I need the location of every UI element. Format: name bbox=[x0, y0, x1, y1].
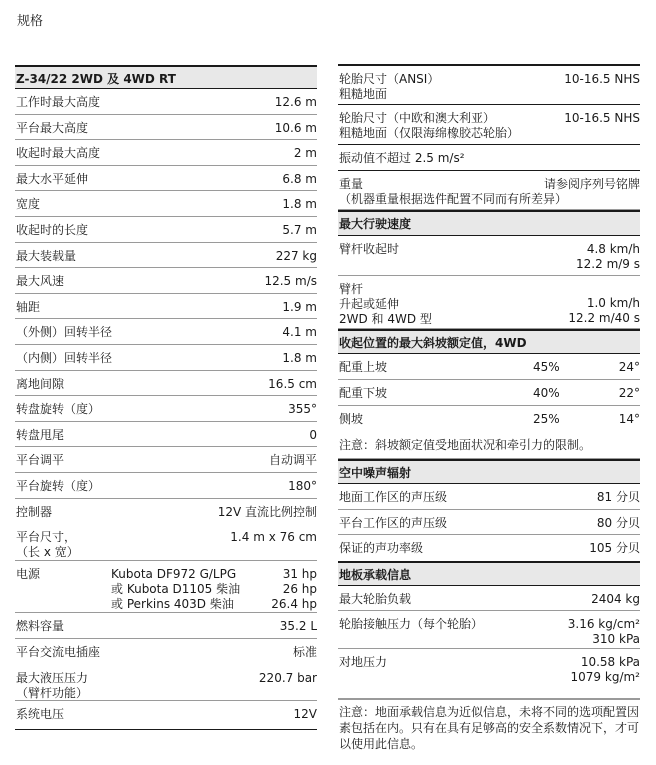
spec-row bbox=[15, 499, 317, 525]
engine-options: Kubota DF972 G/LPG 或 Kubota D1105 柴油 或 Perkins 403D 柴油 bbox=[111, 567, 241, 612]
speed-stowed-value: 4.8 km/h 12.2 m/9 s bbox=[576, 242, 640, 271]
power-source-label: 电源 bbox=[16, 567, 41, 582]
tire-load-value: 2404 kg bbox=[591, 591, 640, 606]
spec-row bbox=[338, 535, 640, 561]
spec-label: 平台工作区的声压级 bbox=[339, 515, 448, 530]
noise-header bbox=[338, 459, 640, 484]
slope-degrees: 24° bbox=[618, 360, 640, 374]
spec-label: 轴距 bbox=[16, 299, 41, 314]
page-title: 规格 bbox=[17, 14, 44, 29]
spec-value: 35.2 L bbox=[279, 619, 317, 634]
spec-row bbox=[15, 639, 317, 665]
spec-label: 配重上坡 bbox=[339, 360, 388, 374]
spec-value: 16.5 cm bbox=[268, 376, 317, 391]
spec-label: 平台交流电插座 bbox=[16, 645, 101, 660]
slope-percent: 40% bbox=[533, 386, 560, 400]
spec-row bbox=[15, 217, 317, 243]
tire-ansi-label: 轮胎尺寸（ANSI） 粗糙地面 bbox=[339, 72, 440, 101]
floor-header bbox=[338, 561, 640, 586]
vibration-row bbox=[338, 145, 640, 171]
platform-size-row bbox=[15, 524, 317, 561]
floor-note: 注意：地面承载信息为近似信息，未将不同的选项配置因 素包括在内。只有在具有足够高的安全系数情况下，才可 以使用此信息。 bbox=[339, 704, 640, 751]
tire-contact-row bbox=[338, 611, 640, 649]
slope-degrees: 22° bbox=[618, 386, 640, 400]
spec-label: 平台旋转（度） bbox=[16, 478, 101, 493]
slope-header bbox=[338, 329, 640, 354]
spec-row bbox=[15, 89, 317, 115]
spec-row bbox=[338, 380, 640, 406]
occupied-pressure-row bbox=[338, 649, 640, 699]
tire-contact-value-kpa: 310 kPa bbox=[592, 631, 640, 646]
spec-label: 离地间隙 bbox=[16, 376, 65, 391]
spec-row bbox=[338, 354, 640, 380]
spec-value: 5.7 m bbox=[282, 222, 317, 237]
speed-raised-label: 臂杆 升起或延伸 2WD 和 4WD 型 bbox=[339, 282, 432, 326]
spec-row bbox=[15, 473, 317, 499]
spec-row bbox=[338, 484, 640, 510]
spec-value: 12.6 m bbox=[274, 95, 317, 109]
spec-value: 12V 直流比例控制 bbox=[217, 504, 317, 519]
power-source-row bbox=[15, 561, 317, 613]
spec-row bbox=[15, 191, 317, 217]
speed-raised-value: 1.0 km/h 12.2 m/40 s bbox=[568, 296, 640, 325]
floor-note-row bbox=[338, 699, 640, 755]
speed-stowed-row bbox=[338, 236, 640, 276]
tire-eu-label: 轮胎尺寸（中欧和澳大利亚） 粗糙地面（仅限海绵橡胶芯轮胎） bbox=[339, 111, 520, 140]
occupied-pressure-kpa: 10.58 kPa bbox=[580, 654, 640, 669]
spec-value: 1.8 m bbox=[282, 197, 317, 212]
hydraulic-pressure-label: 最大液压压力 （臂杆功能） bbox=[16, 671, 89, 701]
spec-row bbox=[15, 345, 317, 371]
spec-value: 4.1 m bbox=[282, 325, 317, 340]
spec-value: 12.5 m/s bbox=[264, 274, 317, 289]
spec-row bbox=[15, 115, 317, 141]
spec-row bbox=[15, 396, 317, 422]
spec-value: 10.6 m bbox=[274, 120, 317, 135]
speed-raised-row bbox=[338, 276, 640, 329]
spec-value: 0 bbox=[309, 427, 317, 442]
spec-label: 控制器 bbox=[16, 504, 53, 519]
spec-label: 地面工作区的声压级 bbox=[339, 490, 448, 504]
slope-header-label: 收起位置的最大斜坡额定值，4WD bbox=[339, 336, 527, 350]
spec-row bbox=[15, 294, 317, 320]
spec-label: 平台最大高度 bbox=[16, 120, 89, 135]
spec-label: 最大装载量 bbox=[16, 248, 77, 263]
spec-label: 收起时最大高度 bbox=[16, 146, 101, 161]
spec-row bbox=[15, 319, 317, 345]
spec-value: 180° bbox=[288, 478, 317, 493]
spec-row bbox=[15, 268, 317, 294]
platform-size-value: 1.4 m x 76 cm bbox=[230, 530, 317, 545]
spec-value: 6.8 m bbox=[282, 171, 317, 186]
spec-label: 平台调平 bbox=[16, 453, 65, 468]
tire-eu-value: 10-16.5 NHS bbox=[564, 111, 640, 125]
spec-value: 1.9 m bbox=[282, 299, 317, 314]
tire-load-label: 最大轮胎负载 bbox=[339, 591, 412, 606]
spec-label: 配重下坡 bbox=[339, 386, 388, 400]
tire-ansi-row bbox=[338, 64, 640, 105]
tire-eu-row bbox=[338, 105, 640, 145]
spec-value: 227 kg bbox=[275, 248, 317, 263]
spec-label: 宽度 bbox=[16, 197, 41, 212]
spec-row bbox=[15, 422, 317, 448]
slope-percent: 25% bbox=[533, 412, 560, 426]
spec-value: 81 分贝 bbox=[596, 490, 640, 504]
left-spec-column bbox=[15, 65, 317, 730]
spec-row bbox=[15, 243, 317, 269]
floor-header-label: 地板承载信息 bbox=[339, 567, 412, 582]
system-voltage-label: 系统电压 bbox=[16, 707, 65, 722]
slope-degrees: 14° bbox=[618, 412, 640, 426]
spec-label: 侧坡 bbox=[339, 412, 364, 426]
system-voltage-row bbox=[15, 701, 317, 729]
spec-label: 最大水平延伸 bbox=[16, 171, 89, 186]
speed-stowed-label: 臂杆收起时 bbox=[339, 242, 400, 256]
occupied-pressure-label: 对地压力 bbox=[339, 654, 388, 669]
slope-note: 注意：斜坡额定值受地面状况和牵引力的限制。 bbox=[339, 438, 592, 452]
spec-value: 标准 bbox=[292, 645, 317, 660]
spec-value: 355° bbox=[288, 402, 317, 417]
spec-label: 保证的声功率级 bbox=[339, 541, 424, 555]
spec-row bbox=[15, 613, 317, 639]
vibration-label: 振动值不超过 2.5 m/s² bbox=[339, 151, 465, 165]
platform-size-label: 平台尺寸， （长 x 宽） bbox=[16, 530, 79, 560]
weight-row bbox=[338, 171, 640, 210]
speed-header-label: 最大行驶速度 bbox=[339, 217, 412, 231]
spec-value: 1.8 m bbox=[282, 350, 317, 365]
spec-label: 最大风速 bbox=[16, 274, 65, 289]
spec-label: 收起时的长度 bbox=[16, 222, 89, 237]
spec-row bbox=[15, 166, 317, 192]
spec-row bbox=[338, 510, 640, 536]
model-title-row bbox=[15, 65, 317, 89]
tire-load-row bbox=[338, 586, 640, 611]
spec-row bbox=[15, 371, 317, 397]
spec-label: 工作时最大高度 bbox=[16, 95, 101, 109]
weight-label: 重量 （机器重量根据选件配置不同而有所差异） bbox=[339, 177, 568, 206]
model-title: Z-34/22 2WD 及 4WD RT bbox=[16, 72, 176, 86]
slope-note-row bbox=[338, 432, 640, 459]
tire-ansi-value: 10-16.5 NHS bbox=[564, 72, 640, 86]
occupied-pressure-kgm: 1079 kg/m² bbox=[570, 669, 640, 684]
spec-value: 2 m bbox=[293, 146, 317, 161]
hydraulic-pressure-row bbox=[15, 665, 317, 701]
spec-label: （内侧）回转半径 bbox=[16, 350, 113, 365]
tire-contact-value-kgcm: 3.16 kg/cm² bbox=[567, 616, 640, 631]
spec-value: 80 分贝 bbox=[596, 515, 640, 530]
system-voltage-value: 12V bbox=[293, 707, 317, 722]
weight-value: 请参阅序列号铭牌 bbox=[543, 177, 640, 191]
spec-value: 自动调平 bbox=[268, 453, 317, 468]
hydraulic-pressure-value: 220.7 bar bbox=[258, 671, 317, 686]
spec-label: 燃料容量 bbox=[16, 619, 65, 634]
spec-row bbox=[338, 406, 640, 432]
tire-contact-value bbox=[568, 617, 640, 647]
spec-row bbox=[15, 140, 317, 166]
slope-percent: 45% bbox=[533, 360, 560, 374]
spec-label: （外侧）回转半径 bbox=[16, 325, 113, 340]
tire-contact-label: 轮胎接触压力（每个轮胎） bbox=[339, 616, 484, 631]
spec-row bbox=[15, 447, 317, 473]
noise-header-label: 空中噪声辐射 bbox=[339, 466, 412, 480]
engine-power-values: 31 hp 26 hp 26.4 hp bbox=[271, 567, 317, 612]
spec-value: 105 分贝 bbox=[589, 541, 640, 555]
speed-header bbox=[338, 210, 640, 236]
right-spec-column bbox=[338, 64, 640, 755]
spec-label: 转盘甩尾 bbox=[16, 427, 65, 442]
occupied-pressure-value bbox=[571, 655, 640, 685]
spec-label: 转盘旋转（度） bbox=[16, 402, 101, 417]
